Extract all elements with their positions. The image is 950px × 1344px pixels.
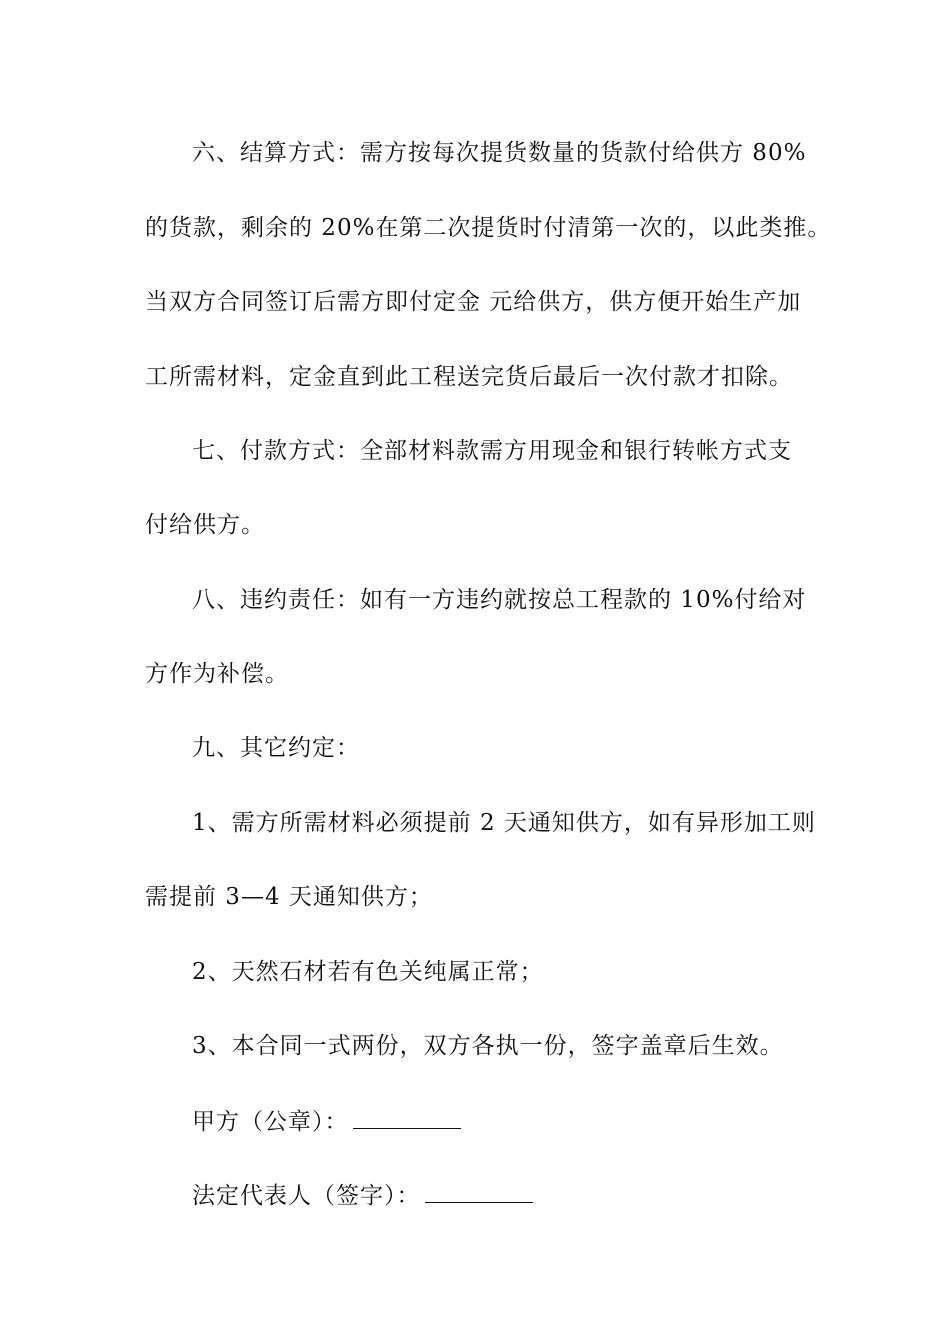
paragraph-line: 九、其它约定： — [192, 735, 360, 761]
paragraph-line: 方作为补偿。 — [145, 661, 289, 687]
paragraph-line: 2、天然石材若有色关纯属正常； — [192, 959, 544, 985]
paragraph-line: 八、违约责任：如有一方违约就按总工程款的 10%付给对 — [192, 587, 807, 613]
representative-blank — [425, 1180, 533, 1203]
paragraph-line: 当双方合同签订后需方即付定金 元给供方，供方便开始生产加 — [145, 289, 802, 315]
paragraph-line: 需提前 3—4 天通知供方； — [145, 884, 433, 910]
paragraph-line: 七、付款方式：全部材料款需方用现金和银行转帐方式支 — [192, 438, 792, 464]
paragraph-line: 3、本合同一式两份，双方各执一份，签字盖章后生效。 — [192, 1033, 784, 1059]
paragraph-line: 1、需方所需材料必须提前 2 天通知供方，如有异形加工则 — [192, 810, 816, 836]
paragraph-line: 的货款，剩余的 20%在第二次提货时付清第一次的，以此类推。 — [145, 215, 832, 241]
paragraph-line: 工所需材料，定金直到此工程送完货后最后一次付款才扣除。 — [145, 364, 793, 390]
party-a-blank — [353, 1106, 461, 1129]
paragraph-line: 六、结算方式：需方按每次提货数量的货款付给供方 80% — [192, 140, 807, 166]
representative-signature-line — [192, 1180, 533, 1211]
party-a-signature-line — [192, 1106, 461, 1137]
representative-label: 法定代表人（签字）： — [192, 1183, 421, 1209]
paragraph-line: 付给供方。 — [145, 512, 265, 538]
party-a-label: 甲方（公章）： — [192, 1109, 349, 1135]
